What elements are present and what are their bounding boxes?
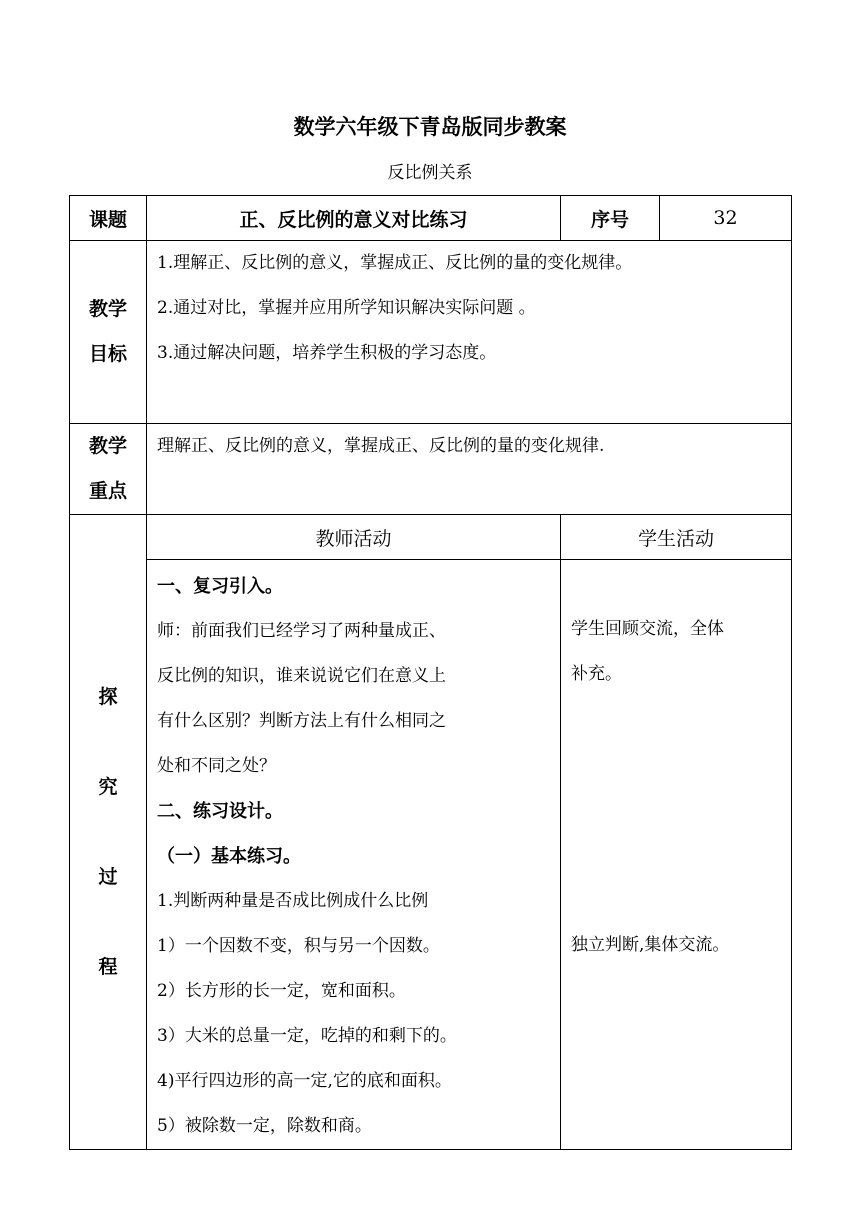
explore-label bbox=[70, 515, 147, 1150]
number-label: 序号 bbox=[561, 196, 660, 241]
lesson-plan-table bbox=[69, 195, 792, 1150]
goals-label bbox=[70, 241, 147, 424]
teacher-activity-line: 1.判断两种量是否成比例成什么比例 bbox=[157, 891, 429, 911]
teacher-activity-line: 1）一个因数不变，积与另一个因数。 bbox=[157, 936, 440, 956]
focus-label-line-2: 重点 bbox=[88, 480, 127, 502]
activity-body-row bbox=[70, 560, 792, 1150]
student-activity-line-2: 补充。 bbox=[571, 663, 622, 684]
goal-item-2: 2.通过对比，掌握并应用所学知识解决实际问题 。 bbox=[157, 298, 536, 318]
goals-label-line-2: 目标 bbox=[88, 343, 127, 365]
number-value: 32 bbox=[660, 196, 792, 241]
focus-content bbox=[147, 424, 792, 515]
activity-header-row bbox=[70, 515, 792, 560]
student-activity-content bbox=[561, 560, 792, 1150]
goals-label-line-1: 教学 bbox=[88, 298, 127, 320]
explore-label-char-3: 过 bbox=[98, 866, 118, 888]
teacher-activity-line: 师：前面我们已经学习了两种量成正、 bbox=[157, 621, 446, 641]
goals-row bbox=[70, 241, 792, 424]
teacher-activity-content bbox=[147, 560, 561, 1150]
teacher-activity-line: 5）被除数一定，除数和商。 bbox=[157, 1116, 372, 1136]
goal-item-1: 1.理解正、反比例的意义，掌握成正、反比例的量的变化规律。 bbox=[157, 253, 633, 273]
teacher-activity-line: 3）大米的总量一定，吃掉的和剩下的。 bbox=[157, 1026, 457, 1046]
document-subtitle: 反比例关系 bbox=[387, 163, 473, 183]
explore-label-char-1: 探 bbox=[98, 686, 118, 708]
focus-label bbox=[70, 424, 147, 515]
focus-label-line-1: 教学 bbox=[88, 435, 127, 457]
topic-label: 课题 bbox=[70, 196, 147, 241]
topic-row bbox=[70, 196, 792, 241]
topic-value: 正、反比例的意义对比练习 bbox=[147, 196, 561, 241]
teacher-activity-line: 4)平行四边形的高一定,它的底和面积。 bbox=[157, 1071, 452, 1091]
student-activity-line-1: 学生回顾交流，全体 bbox=[571, 618, 724, 639]
teacher-activity-heading: （一）基本练习。 bbox=[157, 846, 301, 867]
explore-label-char-4: 程 bbox=[98, 956, 118, 978]
teacher-activity-heading: 一、复习引入。 bbox=[157, 576, 283, 597]
teacher-activity-line: 处和不同之处？ bbox=[157, 756, 276, 776]
student-activity-line-3: 独立判断,集体交流。 bbox=[571, 934, 730, 955]
goals-content bbox=[147, 241, 792, 424]
teacher-activity-line: 2）长方形的长一定，宽和面积。 bbox=[157, 981, 406, 1001]
explore-label-char-2: 究 bbox=[98, 776, 118, 798]
focus-row bbox=[70, 424, 792, 515]
teacher-activity-line: 反比例的知识，谁来说说它们在意义上 bbox=[157, 666, 446, 686]
teacher-activity-line: 有什么区别？判断方法上有什么相同之 bbox=[157, 711, 446, 731]
student-activity-header: 学生活动 bbox=[561, 515, 792, 560]
teacher-activity-header: 教师活动 bbox=[147, 515, 561, 560]
goal-item-3: 3.通过解决问题，培养学生积极的学习态度。 bbox=[157, 343, 497, 363]
teacher-activity-heading: 二、练习设计。 bbox=[157, 801, 283, 822]
focus-text: 理解正、反比例的意义，掌握成正、反比例的量的变化规律. bbox=[157, 436, 605, 456]
document-title: 数学六年级下青岛版同步教案 bbox=[293, 115, 567, 139]
